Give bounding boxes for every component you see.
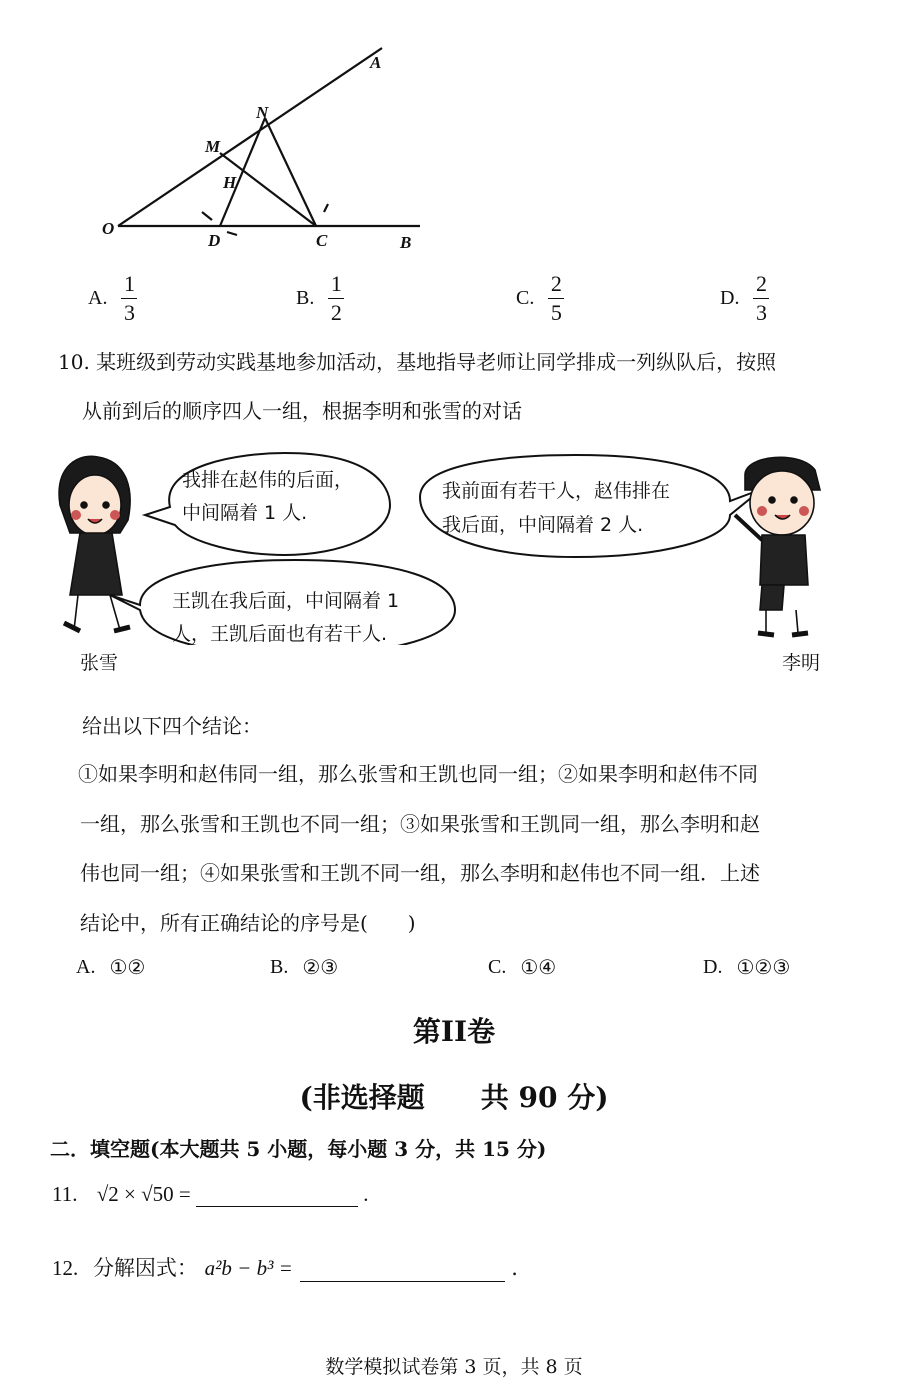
q10-stem-line1: 10. 某班级到劳动实践基地参加活动，基地指导老师让同学排成一列纵队后，按照 <box>58 350 777 374</box>
q10-line2: 一组，那么张雪和王凯也不同一组；③如果张雪和王凯同一组，那么李明和赵 <box>80 812 760 836</box>
fraction: $\frac{1}{3}$ <box>121 272 137 325</box>
q12-period: . <box>511 1256 518 1280</box>
arc-mark-d <box>202 212 212 220</box>
name-zhangxue: 张雪 <box>80 652 119 674</box>
option-label: D. <box>720 287 740 309</box>
label-d: D <box>208 231 221 250</box>
option-label: A. <box>88 287 108 309</box>
segment-nc <box>265 118 316 226</box>
q10-line4: 结论中，所有正确结论的序号是( ) <box>80 911 416 935</box>
label-b: B <box>400 233 412 252</box>
bubble2-line1: 我前面有若干人，赵伟排在 <box>442 480 671 502</box>
part2-title: 第II卷 <box>412 1015 496 1048</box>
option-label: A. <box>76 956 96 978</box>
q9-option-d[interactable] <box>720 272 769 325</box>
q10-option-d[interactable] <box>703 955 790 980</box>
bubble1-line1: 我排在赵伟的后面， <box>182 469 354 491</box>
q12-number: 12. <box>52 1256 79 1280</box>
dialogue-illustration <box>40 445 870 645</box>
q11-expression: √2 × √50 = <box>96 1182 191 1206</box>
option-label: B. <box>296 287 315 309</box>
option-label: C. <box>488 956 507 978</box>
q11-period: . <box>363 1182 369 1206</box>
q10-option-c[interactable] <box>488 955 556 980</box>
option-label: C. <box>516 287 535 309</box>
fraction: $\frac{1}{2}$ <box>328 272 344 325</box>
fraction: $\frac{2}{3}$ <box>753 272 769 325</box>
q12-answer-blank[interactable] <box>300 1259 505 1282</box>
option-label: D. <box>703 956 723 978</box>
q11-answer-blank[interactable] <box>196 1184 358 1207</box>
option-value: ①④ <box>520 957 557 979</box>
speech-bubble-2 <box>420 455 762 557</box>
bubble3-line1: 王凯在我后面，中间隔着 1 <box>172 590 400 612</box>
bubble2-line2: 我后面，中间隔着 2 人. <box>442 514 644 536</box>
q10-line1: ①如果李明和赵伟同一组，那么张雪和王凯也同一组；②如果李明和赵伟不同 <box>78 762 758 786</box>
label-n: N <box>256 103 269 122</box>
q9-option-a[interactable] <box>88 272 137 325</box>
option-value: ①② <box>109 957 146 979</box>
q10-line3: 伟也同一组；④如果张雪和王凯不同一组，那么李明和赵伟也不同一组．上述 <box>80 861 760 885</box>
q10-stem-line2: 从前到后的顺序四人一组，根据李明和张雪的对话 <box>82 399 522 423</box>
q10-intro: 给出以下四个结论： <box>82 714 262 738</box>
q9-option-b[interactable] <box>296 272 344 325</box>
label-c: C <box>316 231 328 250</box>
bubble1-line2: 中间隔着 1 人. <box>182 502 308 524</box>
section-heading: 二．填空题(本大题共 5 小题，每小题 3 分，共 15 分) <box>50 1137 547 1161</box>
q10-option-b[interactable] <box>270 955 338 980</box>
q11 <box>52 1182 368 1207</box>
label-o: O <box>102 219 115 238</box>
q12-label: 分解因式： <box>92 1256 198 1280</box>
name-liming: 李明 <box>782 652 821 674</box>
option-label: B. <box>270 956 289 978</box>
label-h: H <box>223 173 237 192</box>
part2-subtitle: (非选择题 共 90 分) <box>299 1081 609 1114</box>
boy-figure <box>735 457 820 635</box>
label-a: A <box>370 53 382 72</box>
arc-mark-d2 <box>227 232 237 235</box>
ray-oa <box>118 48 382 226</box>
bubble3-line2: 人，王凯后面也有若干人. <box>172 623 388 645</box>
option-value: ②③ <box>302 957 339 979</box>
label-m: M <box>205 137 221 156</box>
q12-expression: a²b − b³ = <box>204 1256 293 1280</box>
option-value: ①②③ <box>736 957 791 979</box>
arc-mark-c <box>324 204 328 212</box>
q10-option-a[interactable] <box>76 955 145 980</box>
q9-option-c[interactable] <box>516 272 564 325</box>
q11-number: 11. <box>52 1182 78 1206</box>
q12 <box>52 1252 518 1282</box>
page-footer: 数学模拟试卷第 3 页，共 8 页 <box>325 1356 583 1378</box>
fraction: $\frac{2}{5}$ <box>548 272 564 325</box>
segment-nd <box>220 118 265 226</box>
geometry-figure <box>90 40 440 265</box>
girl-figure <box>59 456 130 631</box>
